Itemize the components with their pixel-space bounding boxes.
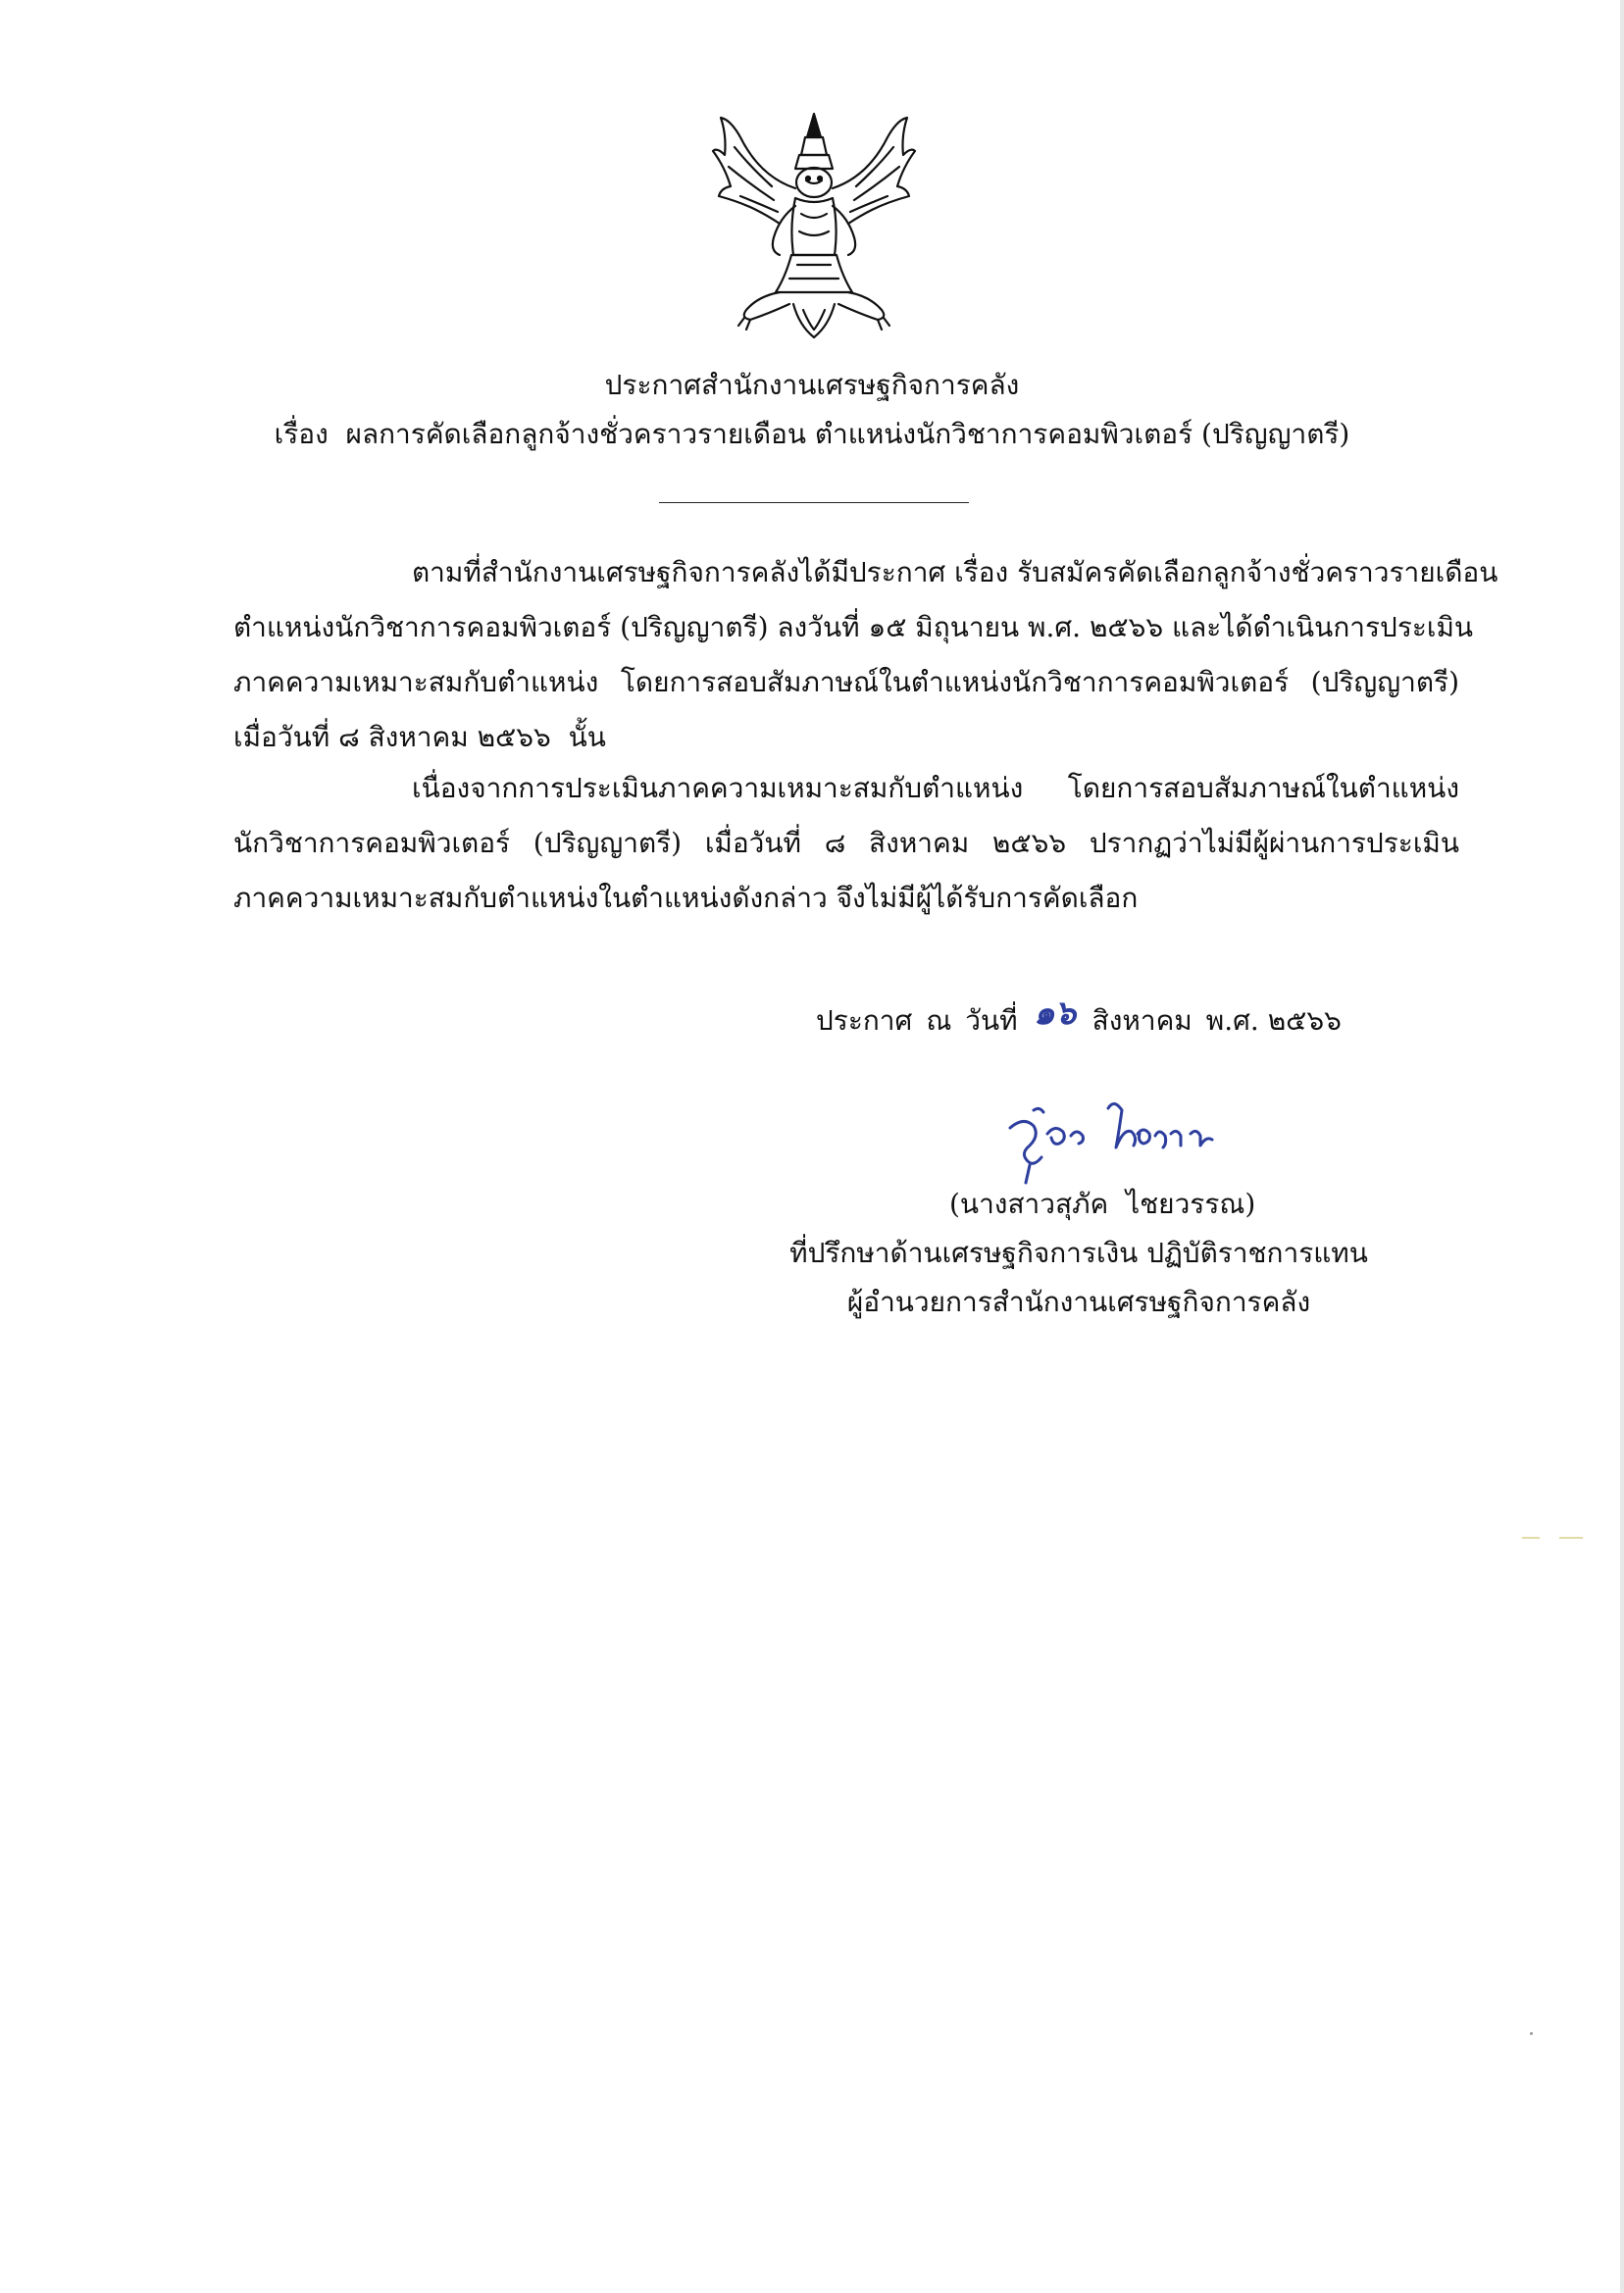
garuda-emblem-icon (711, 108, 917, 343)
paragraph-2-line-3: ภาคความเหมาะสมกับตำแหน่งในตำแหน่งดังกล่าว จึงไม่มีผู้ได้รับการคัดเลือก (233, 882, 1139, 914)
paragraph-2-line-1: เนื่องจากการประเมินภาคความเหมาะสมกับตำแหน่ง โดยการสอบสัมภาษณ์ในตำแหน่ง (412, 772, 1459, 804)
date-prefix-day: วันที่ (965, 1004, 1018, 1037)
signatory-position-1: ที่ปรึกษาด้านเศรษฐกิจการเงิน ปฏิบัติราชการแทน (789, 1237, 1368, 1269)
date-year: พ.ศ. ๒๕๖๖ (1205, 1004, 1342, 1037)
paragraph-1-line-4: เมื่อวันที่ ๘ สิงหาคม ๒๕๖๖ นั้น (233, 721, 606, 753)
date-prefix-at: ณ (926, 1004, 952, 1037)
paragraph-1-line-1: ตามที่สำนักงานเศรษฐกิจการคลังได้มีประกาศ เรื่อง รับสมัครคัดเลือกลูกจ้างชั่วคราวรายเดือน (412, 556, 1498, 588)
paragraph-1-line-2: ตำแหน่งนักวิชาการคอมพิวเตอร์ (ปริญญาตรี) ลงวันที่ ๑๕ มิถุนายน พ.ศ. ๒๕๖๖ และได้ดำเนินการประเมิน (233, 611, 1474, 643)
date-month: สิงหาคม (1091, 1004, 1193, 1037)
page-edge-shadow (1620, 0, 1624, 2293)
title-divider (659, 502, 969, 503)
paragraph-1-line-3: ภาคความเหมาะสมกับตำแหน่ง โดยการสอบสัมภาษณ์ในตำแหน่งนักวิชาการคอมพิวเตอร์ (ปริญญาตรี) (233, 666, 1459, 698)
scan-artifact (1522, 1536, 1591, 1540)
announcement-title: ประกาศสำนักงานเศรษฐกิจการคลัง (604, 369, 1020, 401)
announcement-date (816, 994, 1342, 1042)
paragraph-2 (233, 761, 1459, 926)
signatory-position-2: ผู้อำนวยการสำนักงานเศรษฐกิจการคลัง (846, 1286, 1311, 1318)
paragraph-1 (233, 545, 1498, 765)
paragraph-2-line-2: นักวิชาการคอมพิวเตอร์ (ปริญญาตรี) เมื่อวันที่ ๘ สิงหาคม ๒๕๖๖ ปรากฏว่าไม่มีผู้ผ่านการประเมิน (233, 827, 1459, 859)
handwritten-signature-icon (990, 1089, 1255, 1187)
announcement-subject: เรื่อง ผลการคัดเลือกลูกจ้างชั่วคราวรายเดือน ตำแหน่งนักวิชาการคอมพิวเตอร์ (ปริญญาตรี) (274, 418, 1350, 450)
signatory-name: (นางสาวสุภัค ไชยวรรณ) (949, 1188, 1256, 1220)
date-prefix-announce: ประกาศ (816, 1004, 913, 1037)
handwritten-day: ๑๖ (1034, 994, 1077, 1033)
scan-speck (1530, 2032, 1533, 2035)
